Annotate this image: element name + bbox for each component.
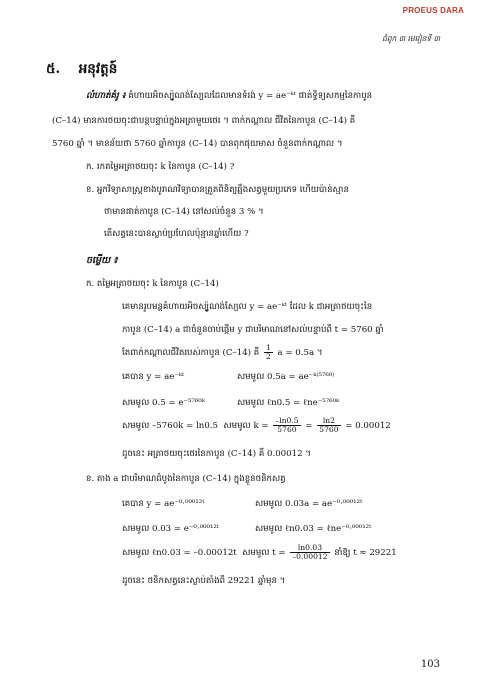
page-number: 103 [420, 659, 440, 670]
k-fraction-2-den: 5760 [319, 424, 339, 434]
k-fraction-1-den: 5760 [277, 424, 297, 434]
part-b-row-3-mid: សមមូល t = [242, 547, 286, 558]
part-a-row-2-left: សមមូល 0.5 = e⁻⁵⁷⁶⁰ᵏ [122, 398, 205, 408]
k-fraction-2-num: ln2 [317, 417, 340, 426]
part-a-title [86, 280, 219, 289]
chapter-reference: ជំពូក ៣ មេរៀនទី ៣ [382, 34, 440, 43]
intro-line-2: (C–14) មានការថយចុះជាបន្តបន្ទាប់ក្នុងអត្រាមួយថេរ ។ ពាក់កណ្ដាល ជីវិតនៃកាបូន (C–14) គឺ [52, 116, 356, 126]
part-b-row-3 [122, 544, 397, 561]
half-fraction [264, 344, 273, 361]
half-fraction-num: 1 [265, 343, 271, 352]
section-heading [46, 60, 117, 80]
part-b-title [86, 475, 286, 484]
k-fraction-2 [317, 417, 340, 434]
part-a-mark: ក. [86, 279, 95, 289]
k-fraction-1-num: –ln0.5 [275, 416, 299, 425]
part-b-row-3-tail: នាំឱ្យ t ≈ 29221 [334, 547, 397, 558]
part-b-mark: ខ. [86, 474, 95, 484]
part-b-row-2-left: សមមូល 0.03 = e⁻⁰·⁰⁰⁰¹²ᵗ [122, 524, 219, 534]
part-a-para-3 [122, 344, 323, 361]
half-fraction-den: 2 [265, 351, 271, 361]
part-a-row-3 [122, 417, 391, 434]
t-fraction-num: ln0.03 [290, 544, 329, 553]
part-a-row-3-tail: = 0.00012 [345, 420, 391, 431]
intro-label: លំហាត់គំរូ ៖ [86, 91, 126, 101]
section-title: អនុវត្តន៍ [78, 61, 118, 77]
question-b-line-3: តើសត្វនេះបានស្លាប់ប្រហែលប៉ុន្មានឆ្នាំហើយ ? [104, 229, 249, 239]
part-a-title-text: តម្លៃអត្រាថយចុះ k នៃកាបូន (C–14) [96, 279, 219, 289]
part-a-para-1: គេមានរូបមន្តគំហាយអិចស្ប៉ូណង់ស្យែល y = ae⁻ᵏᵗ ដែល k ជាអត្រាថយចុះនៃ [122, 302, 373, 312]
question-b-mark: ខ. [86, 185, 95, 195]
part-a-row-1-right: សមមូល 0.5a = ae⁻ᵏ⁽⁵⁷⁶⁰⁾ [237, 372, 335, 382]
intro-line-1 [86, 92, 372, 101]
question-a-mark: ក. [86, 162, 95, 172]
part-b-conclusion: ដូចនេះ ថនិកសត្វនេះស្លាប់តាំងពី 29221 ឆ្នាំមុន ។ [122, 576, 286, 586]
part-b-row-1-left: គេបាន y = ae⁻⁰·⁰⁰⁰¹²ᵗ [122, 499, 205, 509]
part-b-row-1-right: សមមូល 0.03a = ae⁻⁰·⁰⁰⁰¹²ᵗ [255, 499, 363, 509]
part-b-title-text: តាង a ជាបរិមាណដំបូងនៃកាបូន (C–14) ក្នុងខ្លួនថនិកសត្វ [96, 474, 286, 484]
section-number: ៥. [46, 61, 61, 77]
part-a-row-1-left: គេបាន y = ae⁻ᵏᵗ [122, 372, 185, 382]
question-a-text: រកតម្លៃអត្រាថយចុះ k នៃកាបូន (C–14) ? [96, 162, 235, 172]
answer-label: ចម្លើយ ៖ [86, 255, 118, 266]
part-a-para-3-post: a = 0.5a ។ [277, 347, 323, 358]
brand-label: PROEUS DARA [402, 6, 464, 15]
part-a-row-3-left: សមមូល –5760k = ln0.5 [122, 420, 218, 431]
t-fraction [290, 544, 329, 561]
part-a-conclusion: ដូចនេះ អត្រាថយចុះថេរនៃកាបូន (C–14) គឺ 0.00012 ។ [122, 449, 311, 459]
part-a-para-3-pre: តែពាក់កណ្ដាលជីវិតរបស់កាបូន (C–14) គឺ [122, 347, 260, 358]
question-a [86, 163, 234, 172]
intro-text-1: គំហាយអិចស្ប៉ូណង់ស្យែលដែលមានទំរង់ y = ae⁻ᵏᵗ ផាត់ទ្វិទ្យសកម្មនៃកាបូន [128, 91, 373, 101]
intro-line-3: 5760 ឆ្នាំ ។ មានន័យថា 5760 ឆ្នាំកាបូន (C–14) បានពុកផុយមាស ចំនួនពាក់កណ្ដាល ។ [52, 139, 343, 149]
part-a-row-3-eq: = [305, 420, 313, 431]
part-b-row-2-right: សមមូល ℓn0.03 = ℓne⁻⁰·⁰⁰⁰¹²ᵗ [255, 524, 372, 534]
question-b-line-2: ថាមានផាត់កាបូន (C–14) នៅសល់ចំនួន 3 % ។ [104, 207, 264, 217]
part-a-row-2-right: សមមូល ℓn0.5 = ℓne⁻⁵⁷⁶⁰ᵏ [237, 398, 340, 408]
part-a-para-2: កាបូន (C–14) a ជាចំនួនចាប់ផ្ដើម y ជាបរិមាណនៅសល់បន្ទាប់ពី t = 5760 ឆ្នាំ [122, 325, 384, 335]
part-b-row-3-left: សមមូល ℓn0.03 = –0.00012t [122, 547, 237, 558]
question-b-line-1 [86, 186, 349, 195]
question-b-text-1: អ្នកវិទ្យាសាស្ត្រខាងបូរាណវិទ្យាបានត្រួតពិនិត្យឆ្អឹងសត្វមួយប្រភេទ ហើយប៉ាន់ស្មាន [96, 185, 349, 195]
k-fraction-1 [273, 417, 300, 434]
part-a-row-3-mid: សមមូល k = [223, 420, 269, 431]
t-fraction-den: –0.00012 [292, 551, 328, 561]
